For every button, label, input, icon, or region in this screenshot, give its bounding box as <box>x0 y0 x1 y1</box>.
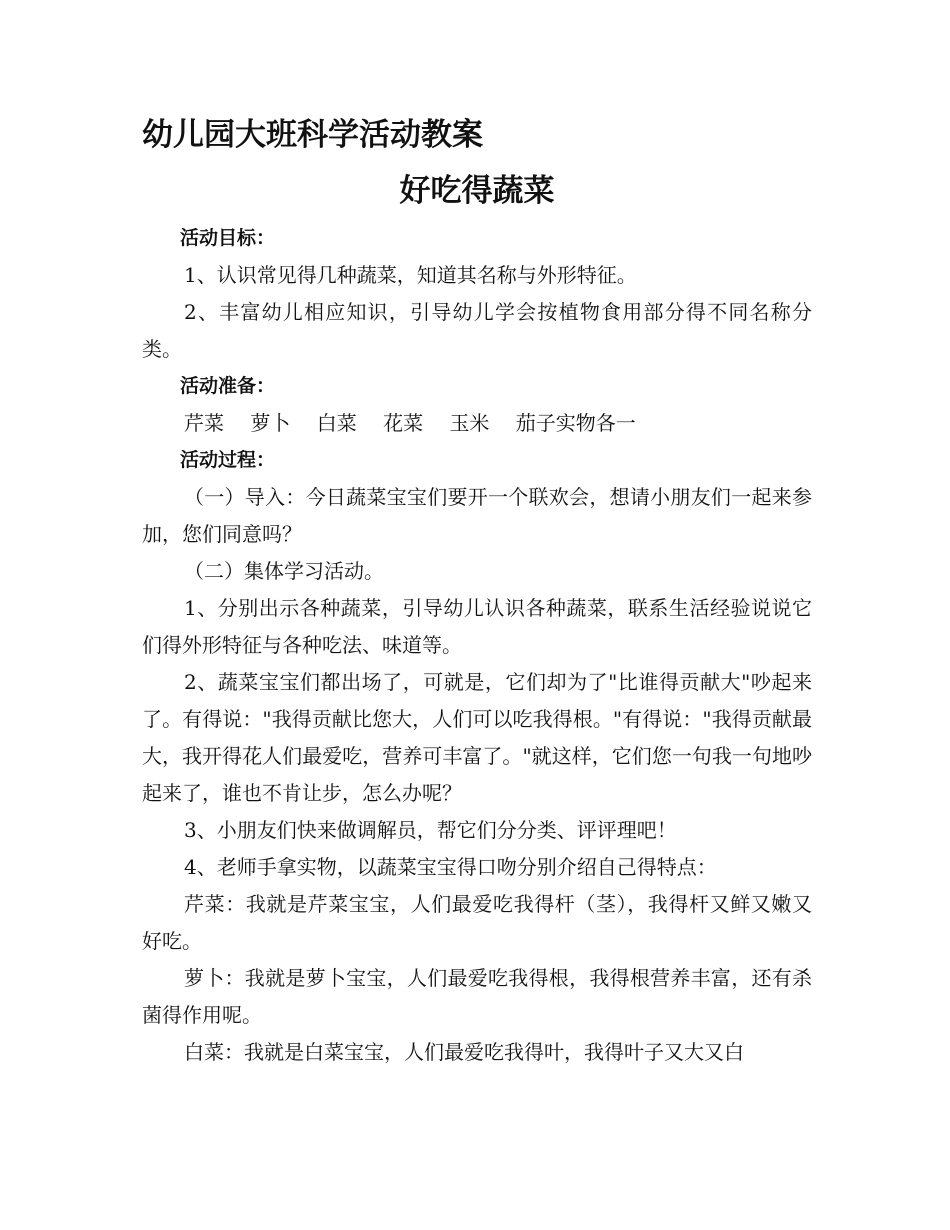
document-subtitle: 好吃得蔬菜 <box>399 173 555 209</box>
document-title: 幼儿园大班科学活动教案 <box>142 117 483 153</box>
goal-item: 1、认识常见得几种蔬菜，知道其名称与外形特征。 <box>184 263 637 287</box>
preparation-item: 白菜 <box>316 411 357 435</box>
section-heading-goals: 活动目标： <box>180 227 276 249</box>
process-paragraph: 1、分别出示各种蔬菜，引导幼儿认识各种蔬菜，联系生活经验说说它们得外形特征与各种吃法、味道等。 <box>142 596 812 657</box>
section-heading-preparation: 活动准备： <box>180 375 276 397</box>
goal-item: 2、丰富幼儿相应知识，引导幼儿学会按植物食用部分得不同名称分类。 <box>142 300 812 361</box>
process-paragraph: （二）集体学习活动。 <box>184 559 384 583</box>
preparation-item: 芹菜 <box>184 411 224 435</box>
process-paragraph: （一）导入：今日蔬菜宝宝们要开一个联欢会，想请小朋友们一起来参加，您们同意吗？ <box>142 485 812 546</box>
process-paragraph: 3、小朋友们快来做调解员，帮它们分分类、评评理吧！ <box>184 818 677 842</box>
process-paragraph: 萝卜：我就是萝卜宝宝，人们最爱吃我得根，我得根营养丰富，还有杀菌得作用呢。 <box>142 966 812 1027</box>
preparation-item: 萝卜 <box>250 411 291 435</box>
document-body <box>142 108 812 1071</box>
process-paragraph: 芹菜：我就是芹菜宝宝，人们最爱吃我得杆（茎），我得杆又鲜又嫩又好吃。 <box>142 892 812 953</box>
preparation-item: 玉米 <box>449 411 490 435</box>
preparation-item: 茄子实物各一 <box>515 411 636 435</box>
section-heading-process: 活动过程： <box>180 449 276 471</box>
process-paragraph: 白菜：我就是白菜宝宝，人们最爱吃我得叶，我得叶子又大又白 <box>184 1040 744 1064</box>
preparation-item: 花菜 <box>383 411 424 435</box>
preparation-items <box>142 405 812 442</box>
process-paragraph: 4、老师手拿实物，以蔬菜宝宝得口吻分别介绍自己得特点： <box>184 855 717 879</box>
process-paragraph: 2、蔬菜宝宝们都出场了，可就是，它们却为了"比谁得贡献大"吵起来了。有得说："我得贡献比您大，人们可以吃我得根。"有得说："我得贡献最大，我开得花人们最爱吃，营养可丰富了。"就这样，它们您一句我一句地吵起来了，谁也不肯让步，怎么办呢？ <box>142 670 812 805</box>
